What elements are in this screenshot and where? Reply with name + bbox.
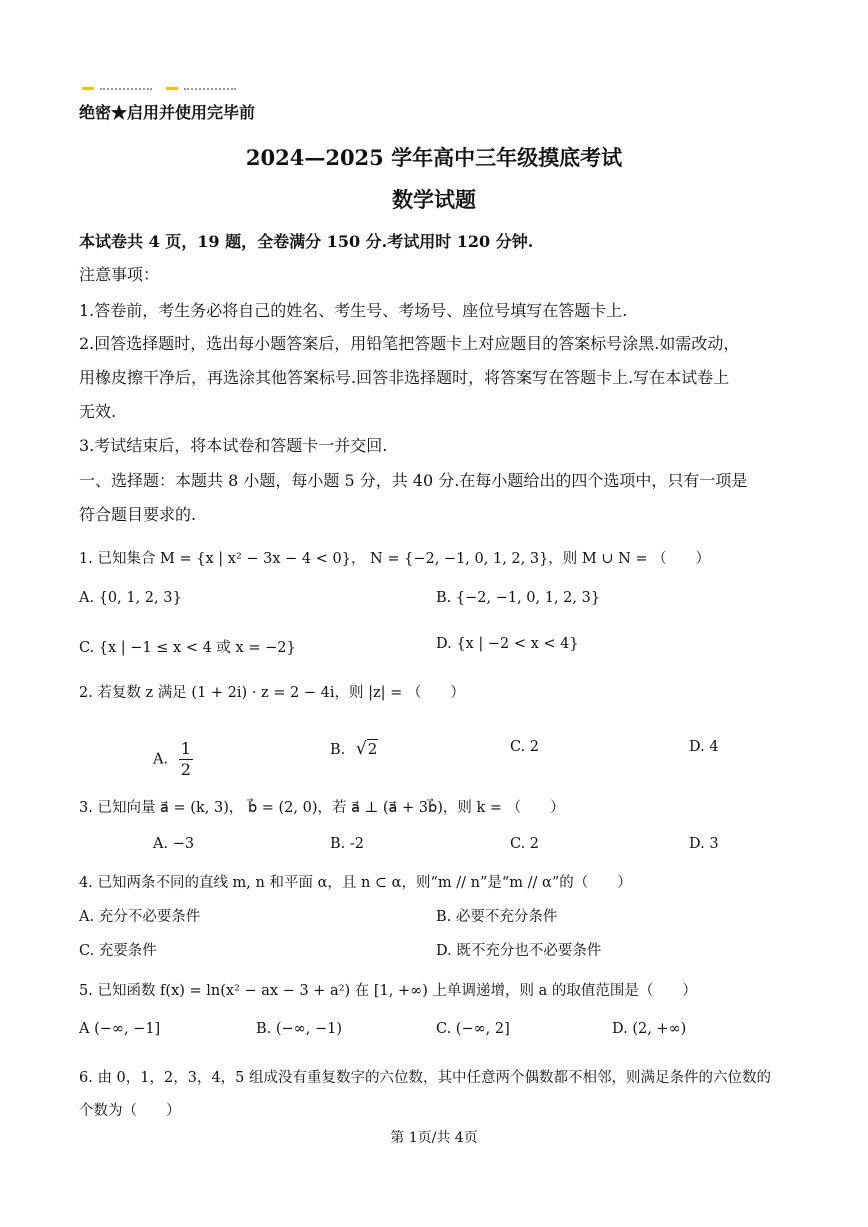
question-5-stem: 5. 已知函数 f(x) = ln(x² − ax − 3 + a²) 在 [1, +∞) 上单调递增，则 a 的取值范围是（ ） (79, 983, 697, 999)
fraction-numerator: 1 (180, 739, 191, 758)
question-5-option-c: C. (−∞, 2] (436, 1021, 510, 1037)
section-heading-line-2: 符合题目要求的. (79, 505, 197, 524)
question-1-stem: 1. 已知集合 M = {x | x² − 3x − 4 < 0}， N = {−2, −1, 0, 1, 2, 3}，则 M ∪ N = （ ） (79, 551, 711, 567)
question-2-option-d: D. 4 (689, 739, 719, 755)
question-2-option-c: C. 2 (510, 739, 540, 755)
exam-summary: 本试卷共 4 页，19 题，全卷满分 150 分.考试用时 120 分钟. (79, 232, 534, 251)
question-5-option-d: D. (2, +∞) (612, 1021, 687, 1037)
question-4-option-d: D. 既不充分也不必要条件 (436, 943, 602, 959)
option-label: A. (153, 751, 169, 768)
page-footer: 第 1页/共 4页 (390, 1130, 478, 1146)
question-5-option-a: A (−∞, −1] (79, 1021, 161, 1037)
question-4-option-c: C. 充要条件 (79, 943, 157, 959)
fraction (179, 739, 193, 780)
question-6-stem-line-1: 6. 由 0，1，2，3，4，5 组成没有重复数字的六位数，其中任意两个偶数都不相邻，则满足条件的六位数的 (79, 1070, 772, 1086)
question-3-stem: 3. 已知向量 a⃗ = (k, 3)， b⃗ = (2, 0)，若 a⃗ ⊥ (a⃗ + 3b⃗)，则 k = （ ） (79, 800, 565, 816)
question-5-option-b: B. (−∞, −1) (256, 1021, 343, 1037)
question-4-stem: 4. 已知两条不同的直线 m, n 和平面 α，且 n ⊂ α，则“m // n”是“m // α”的（ ） (79, 875, 632, 891)
question-3-option-a: A. −3 (153, 836, 195, 852)
question-2-option-b (330, 739, 378, 759)
question-3-option-c: C. 2 (510, 836, 540, 852)
dotted-mark (100, 88, 152, 90)
question-3-option-d: D. 3 (689, 836, 719, 852)
fraction-denominator: 2 (180, 760, 191, 779)
yellow-mark (166, 87, 178, 90)
question-1-option-d: D. {x | −2 < x < 4} (436, 636, 579, 652)
note-2-line-3: 无效. (79, 402, 117, 421)
option-label: B. (330, 742, 346, 758)
note-3: 3.考试结束后，将本试卷和答题卡一并交回. (79, 436, 388, 455)
yellow-mark (82, 87, 94, 90)
header-decoration (82, 78, 250, 97)
note-1: 1.答卷前，考生务必将自己的姓名、考生号、考场号、座位号填写在答题卡上. (79, 301, 628, 320)
sqrt-radicand: 2 (367, 740, 378, 758)
exam-subtitle: 数学试题 (392, 187, 476, 212)
exam-title: 2024—2025 学年高中三年级摸底考试 (245, 145, 623, 170)
question-1-option-a: A. {0, 1, 2, 3} (79, 590, 182, 606)
dotted-mark (184, 88, 236, 90)
question-1-option-c: C. {x | −1 ≤ x < 4 或 x = −2} (79, 640, 296, 656)
question-1-option-b: B. {−2, −1, 0, 1, 2, 3} (436, 590, 601, 606)
question-2-stem: 2. 若复数 z 满足 (1 + 2i) · z = 2 − 4i，则 |z| = （ ） (79, 685, 465, 701)
note-2-line-1: 2.回答选择题时，选出每小题答案后，用铅笔把答题卡上对应题目的答案标号涂黑.如需改动， (79, 334, 740, 353)
notes-heading: 注意事项： (79, 265, 160, 284)
confidential-label: 绝密★启用并使用完毕前 (79, 103, 256, 122)
question-2-option-a (153, 739, 193, 780)
question-6-stem-line-2: 个数为（ ） (79, 1103, 181, 1119)
sqrt-symbol: √ (355, 739, 367, 759)
note-2-line-2: 用橡皮擦干净后，再选涂其他答案标号.回答非选择题时，将答案写在答题卡上.写在本试卷上 (79, 368, 730, 387)
section-heading-line-1: 一、选择题：本题共 8 小题，每小题 5 分，共 40 分.在每小题给出的四个选项中，只有一项是 (79, 471, 748, 490)
question-3-option-b: B. -2 (330, 836, 364, 852)
question-4-option-b: B. 必要不充分条件 (436, 909, 558, 925)
question-4-option-a: A. 充分不必要条件 (79, 909, 201, 925)
